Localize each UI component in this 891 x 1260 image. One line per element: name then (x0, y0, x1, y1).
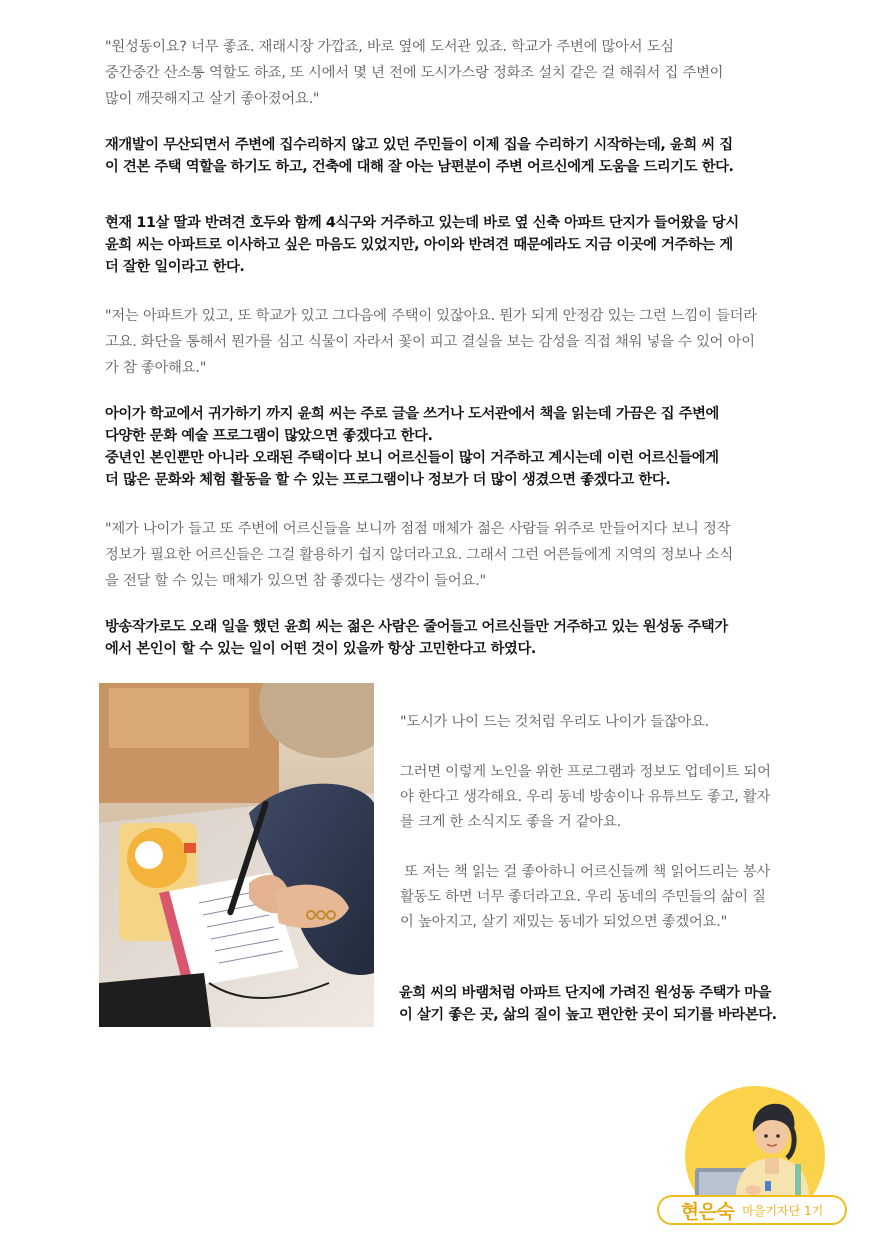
text-line: 다양한 문화 예술 프로그램이 많았으면 좋겠다고 한다. (105, 428, 433, 444)
text-line: 아이가 학교에서 귀가하기 까지 윤희 씨는 주로 글을 쓰거나 도서관에서 책을 읽는데 가끔은 집 주변에 (105, 406, 719, 422)
text-line: 가 참 좋아해요." (105, 360, 207, 376)
photo-person-writing-notebook (99, 683, 374, 1027)
text-line: "도시가 나이 드는 것처럼 우리도 나이가 들잖아요. (400, 714, 710, 730)
text-line: 를 크게 한 소식지도 좋을 거 같아요. (400, 814, 621, 830)
text-line: 이 살기 좋은 곳, 삶의 질이 높고 편안한 곳이 되기를 바라본다. (399, 1007, 777, 1023)
body-paragraph-3 (105, 212, 739, 278)
reporter-name-tag (657, 1195, 847, 1225)
text-line: 방송작가로도 오래 일을 했던 윤희 씨는 젊은 사람은 줄어들고 어르신들만 거주하고 있는 원성동 주택가 (105, 619, 728, 635)
text-line: 또 저는 책 읽는 걸 좋아하니 어르신들께 책 읽어드리는 봉사 (400, 864, 771, 880)
text-line: "저는 아파트가 있고, 또 학교가 있고 그다음에 주택이 있잖아요. 뭔가 되게 안정감 있는 그런 느낌이 들더라 (105, 308, 757, 324)
text-line: "제가 나이가 들고 또 주변에 어르신들을 보니까 점점 매체가 젊은 사람들 위주로 만들어지다 보니 정작 (105, 521, 731, 537)
article-photo (99, 683, 374, 1027)
reporter-name: 현은숙 (680, 1200, 735, 1223)
text-line: 활동도 하면 너무 좋더라고요. 우리 동네의 주민들의 삶이 질 (400, 889, 766, 905)
reporter-badge (655, 1086, 855, 1236)
text-line: 현재 11살 딸과 반려견 호두와 함께 4식구와 거주하고 있는데 바로 옆 신축 아파트 단지가 들어왔을 당시 (105, 215, 739, 231)
text-line: 중간중간 산소통 역할도 하죠, 또 시에서 몇 년 전에 도시가스랑 정화조 설치 같은 걸 해줘서 집 주변이 (105, 65, 724, 81)
quote-paragraph-1 (105, 34, 723, 112)
text-line: 고요. 화단을 통해서 뭔가를 심고 식물이 자라서 꽃이 피고 결실을 보는 감성을 직접 채워 넣을 수 있어 아이 (105, 334, 755, 350)
quote-paragraph-2 (105, 303, 757, 381)
quote-paragraph-3 (105, 516, 733, 594)
text-line: 재개발이 무산되면서 주변에 집수리하지 않고 있던 주민들이 이제 집을 수리하기 시작하는데, 윤희 씨 집 (105, 137, 733, 153)
text-line: 윤희 씨는 아파트로 이사하고 싶은 마음도 있었지만, 아이와 반려견 때문에라도 지금 이곳에 거주하는 게 (105, 237, 733, 253)
text-line: 중년인 본인뿐만 아니라 오래된 주택이다 보니 어르신들이 많이 거주하고 계시는데 이런 어르신들에게 (105, 450, 719, 466)
text-line: 더 많은 문화와 체험 활동을 할 수 있는 프로그램이나 정보가 더 많이 생겼으면 좋겠다고 한다. (105, 472, 671, 488)
text-line: 정보가 필요한 어르신들은 그걸 활용하기 쉽지 않더라고요. 그래서 그런 어른들에게 지역의 정보나 소식 (105, 547, 734, 563)
text-line: "원성동이요? 너무 좋죠. 재래시장 가깝죠, 바로 옆에 도서관 있죠. 학교가 주변에 많아서 도심 (105, 39, 674, 55)
body-paragraph-5 (105, 403, 719, 491)
quote-paragraph-4 (400, 710, 771, 935)
reporter-role: 마을기자단 1기 (742, 1203, 824, 1218)
text-line: 야 한다고 생각해요. 우리 동네 방송이나 유튜브도 좋고, 활자 (400, 789, 771, 805)
reporter-avatar-illustration (655, 1086, 855, 1206)
text-line: 을 전달 할 수 있는 매체가 있으면 참 좋겠다는 생각이 들어요." (105, 573, 486, 589)
text-line: 더 잘한 일이라고 한다. (105, 259, 245, 275)
text-line: 많이 깨끗해지고 살기 좋아졌어요." (105, 91, 320, 107)
text-line: 이 높아지고, 살기 재밌는 동네가 되었으면 좋겠어요." (400, 914, 727, 930)
body-paragraph-7 (105, 616, 728, 660)
text-line: 윤희 씨의 바램처럼 아파트 단지에 가려진 원성동 주택가 마을 (399, 985, 771, 1001)
body-paragraph-2 (105, 134, 734, 178)
text-line: 에서 본인이 할 수 있는 일이 어떤 것이 있을까 항상 고민한다고 하였다. (105, 641, 536, 657)
text-line: 그러면 이렇게 노인을 위한 프로그램과 정보도 업데이트 되어 (400, 764, 771, 780)
text-line: 이 견본 주택 역할을 하기도 하고, 건축에 대해 잘 아는 남편분이 주변 어르신에게 도움을 드리기도 한다. (105, 159, 734, 175)
closing-paragraph (399, 982, 777, 1026)
